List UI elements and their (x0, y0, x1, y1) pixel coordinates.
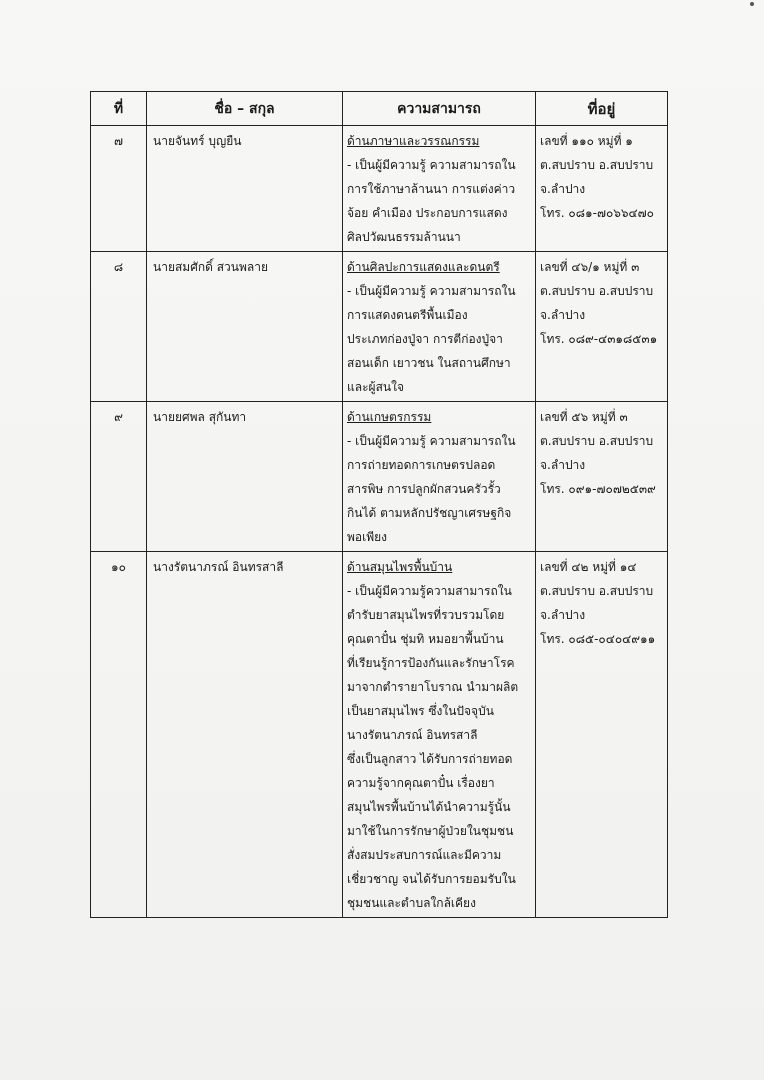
skill-text-line: ซึ่งเป็นลูกสาว ได้รับการถ่ายทอด (347, 752, 513, 766)
skill-text-line: สอนเด็ก เยาวชน ในสถานศึกษา (347, 356, 511, 370)
skill-text-line: ชุมชนและตำบลใกล้เคียง (347, 896, 476, 910)
address-line: ต.สบปราบ อ.สบปราบ (540, 434, 654, 448)
header-skill: ความสามารถ (343, 92, 536, 126)
person-name: นายสมศักดิ์ สวนพลาย (153, 260, 268, 274)
address-cell (536, 552, 668, 918)
skill-text-line: ศิลปวัฒนธรรมล้านนา (347, 230, 461, 244)
skill-text-line: คุณตาปั๋น ชุ่มทิ หมอยาพื้นบ้าน (347, 632, 504, 646)
skill-text-line: จ้อย คำเมือง ประกอบการแสดง (347, 206, 508, 220)
address-line: ต.สบปราบ อ.สบปราบ (540, 284, 654, 298)
table-header-row (91, 92, 668, 126)
row-number: ๙ (114, 410, 123, 424)
experts-table (90, 91, 668, 918)
row-number-cell (91, 402, 147, 552)
skill-cell (343, 252, 536, 402)
address-line: เลขที่ ๔๒ หมู่ที่ ๑๔ (540, 560, 637, 574)
skill-text-line: มาใช้ในการรักษาผู้ป่วยในชุมชน (347, 824, 514, 838)
address-cell (536, 252, 668, 402)
header-address: ที่อยู่ (536, 92, 668, 126)
header-no: ที่ (91, 92, 147, 126)
skill-text-line: สมุนไพรพื้นบ้านได้นำความรู้นั้น (347, 800, 511, 814)
skill-text-line: - เป็นผู้มีความรู้ความสามารถใน (347, 584, 512, 598)
table-row (91, 552, 668, 918)
row-number: ๑๐ (111, 560, 126, 574)
person-name: นายยศพล สุกันทา (153, 410, 247, 424)
skill-cell (343, 552, 536, 918)
address-line: โทร. ๐๘๙-๔๓๑๘๕๓๑ (540, 332, 658, 346)
skill-text-line: สั่งสมประสบการณ์และมีความ (347, 848, 502, 862)
skill-heading: ด้านศิลปะการแสดงและดนตรี (347, 260, 500, 274)
address-line: เลขที่ ๕๖ หมู่ที่ ๓ (540, 410, 628, 424)
skill-heading: ด้านภาษาและวรรณกรรม (347, 134, 480, 148)
table-row (91, 126, 668, 252)
name-cell (147, 126, 343, 252)
address-line: จ.ลำปาง (540, 308, 586, 322)
address-line: โทร. ๐๘๕-๐๔๐๔๙๑๑ (540, 632, 656, 646)
skill-heading: ด้านเกษตรกรรม (347, 410, 432, 424)
row-number: ๗ (113, 134, 124, 148)
skill-text-line: ความรู้จากคุณตาปั๋น เรื่องยา (347, 776, 495, 790)
skill-cell (343, 126, 536, 252)
skill-text-line: การแสดงดนตรีพื้นเมือง (347, 308, 468, 322)
skill-text-line: การถ่ายทอดการเกษตรปลอด (347, 458, 496, 472)
row-number-cell (91, 552, 147, 918)
address-line: จ.ลำปาง (540, 458, 586, 472)
skill-heading: ด้านสมุนไพรพื้นบ้าน (347, 560, 453, 574)
name-cell (147, 402, 343, 552)
row-number-cell (91, 126, 147, 252)
name-cell (147, 252, 343, 402)
skill-text-line: - เป็นผู้มีความรู้ ความสามารถใน (347, 284, 516, 298)
skill-text-line: ที่เรียนรู้การป้องกันและรักษาโรค (347, 656, 515, 670)
skill-text-line: กินได้ ตามหลักปรัชญาเศรษฐกิจ (347, 506, 512, 520)
address-line: จ.ลำปาง (540, 608, 586, 622)
address-line: ต.สบปราบ อ.สบปราบ (540, 158, 654, 172)
skill-text-line: เชี่ยวชาญ จนได้รับการยอมรับใน (347, 872, 516, 886)
person-name: นายจันทร์ บุญยืน (153, 134, 242, 148)
skill-text-line: ประเภทก่องปู่จา การตีก่องปู่จา (347, 332, 503, 346)
header-name: ชื่อ – สกุล (147, 92, 343, 126)
table-row (91, 252, 668, 402)
skill-cell (343, 402, 536, 552)
skill-text-line: - เป็นผู้มีความรู้ ความสามารถใน (347, 434, 516, 448)
scan-speck (750, 2, 754, 6)
skill-text-line: นางรัตนาภรณ์ อินทรสาลี (347, 728, 478, 742)
row-number: ๘ (113, 260, 124, 274)
skill-text-line: มาจากตำรายาโบราณ นำมาผลิต (347, 680, 519, 694)
skill-text-line: การใช้ภาษาล้านนา การแต่งค่าว (347, 182, 516, 196)
table-row (91, 402, 668, 552)
name-cell (147, 552, 343, 918)
skill-text-line: พอเพียง (347, 530, 388, 544)
skill-text-line: สารพิษ การปลูกผักสวนครัวรั้ว (347, 482, 501, 496)
address-line: โทร. ๐๙๑-๗๐๗๒๕๓๙ (540, 482, 656, 496)
address-cell (536, 402, 668, 552)
skill-text-line: - เป็นผู้มีความรู้ ความสามารถใน (347, 158, 516, 172)
address-line: โทร. ๐๘๑-๗๐๖๖๔๗๐ (540, 206, 654, 220)
skill-text-line: เป็นยาสมุนไพร ซึ่งในปัจจุบัน (347, 704, 494, 718)
address-line: เลขที่ ๔๖/๑ หมู่ที่ ๓ (540, 260, 640, 274)
row-number-cell (91, 252, 147, 402)
address-line: เลขที่ ๑๑๐ หมู่ที่ ๑ (540, 134, 633, 148)
address-line: จ.ลำปาง (540, 182, 586, 196)
table-body (91, 126, 668, 918)
address-line: ต.สบปราบ อ.สบปราบ (540, 584, 654, 598)
skill-text-line: และผู้สนใจ (347, 380, 404, 394)
address-cell (536, 126, 668, 252)
skill-text-line: ตำรับยาสมุนไพรที่รวบรวมโดย (347, 608, 505, 622)
person-name: นางรัตนาภรณ์ อินทรสาลี (153, 560, 284, 574)
